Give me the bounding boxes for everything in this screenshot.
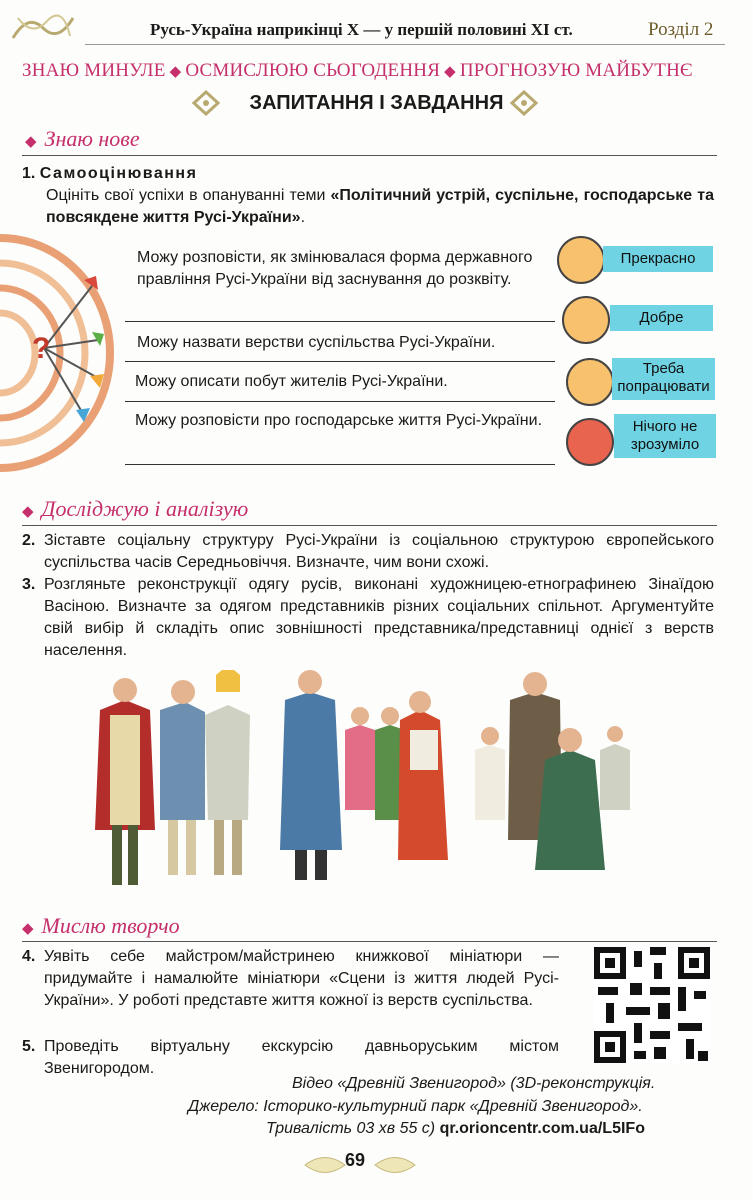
task-1-heading <box>22 163 197 185</box>
winking-face-icon <box>566 358 614 406</box>
section-rule <box>22 525 717 526</box>
item-divider <box>125 361 555 362</box>
motto-part-3: ПРОГНОЗУЮ МАЙБУТНЄ <box>459 60 693 81</box>
task-text-end: . <box>300 209 306 226</box>
rating-label-excellent: Прекрасно <box>603 246 713 272</box>
topic-name: «Політичний устрій, суспільне, господарське та повсякдене життя Русі-України» <box>46 187 714 226</box>
target-question-mark: ? <box>32 332 51 365</box>
section-title: Знаю нове <box>44 126 140 151</box>
assessment-item-1: Можу розповісти, як змінювалася форма державного правління Русі-України від заснування до розквіту. <box>137 249 533 288</box>
motto-part-2: ОСМИСЛЮЮ СЬОГОДЕННЯ <box>185 60 441 81</box>
diamond-icon: ◆ <box>444 64 456 80</box>
video-caption-1: Відео «Древній Звенигород» (3D-реконструкція. <box>292 1075 656 1092</box>
section-rule <box>22 941 717 942</box>
task-5-number: 5. <box>22 1038 36 1055</box>
video-caption-2: Джерело: Історико-культурний парк «Древній Звенигород». <box>188 1098 643 1115</box>
smiling-face-icon <box>562 296 610 344</box>
task-3-text: Розгляньте реконструкції одягу русів, виконані художницею-етнографинею Зінаїдою Васіною. Визначте за одягом представників різних соціальних спільнот. Аргументуйте свій вибір й складіть опис зовнішності представника/представниці однієї з верств населення. <box>44 576 714 659</box>
rating-label-good: Добре <box>610 305 713 331</box>
qr-code[interactable] <box>594 947 710 1063</box>
assessment-item-4: Можу розповісти про господарське життя Русі-України. <box>135 412 543 429</box>
section-title: Мислю творчо <box>41 913 180 938</box>
running-header-title: Русь-Україна наприкінці X — у першій половині XI ст. <box>150 20 573 39</box>
questions-title: ЗАПИТАННЯ І ЗАВДАННЯ <box>249 92 504 114</box>
section-title: Досліджую і аналізую <box>41 496 249 521</box>
assessment-item-2: Можу назвати верстви суспільства Русі-України. <box>137 334 496 351</box>
costume-reconstruction-image <box>80 670 640 900</box>
section-rule <box>22 155 717 156</box>
diamond-icon: ◆ <box>25 134 37 150</box>
sad-face-icon <box>566 418 614 466</box>
task-number: 1. <box>22 165 36 182</box>
header-ornament <box>8 8 78 48</box>
task-2-number: 2. <box>22 532 36 549</box>
running-header-section: Розділ 2 <box>648 19 714 40</box>
section-heading-think-creatively <box>22 913 180 939</box>
target-illustration <box>0 228 120 473</box>
figure-group-townsfolk <box>280 670 448 880</box>
motto-part-1: ЗНАЮ МИНУЛЕ <box>22 60 166 81</box>
video-duration: Тривалість 03 хв 55 с) <box>266 1120 436 1137</box>
diamond-icon: ◆ <box>169 64 182 80</box>
rating-label-need-work: Треба попрацювати <box>612 358 715 400</box>
item-divider <box>125 401 555 402</box>
task-text: Оцініть свої успіхи в опануванні теми <box>46 187 331 204</box>
assessment-item-3: Можу описати побут жителів Русі-України. <box>135 373 448 390</box>
ornament-right-icon <box>510 90 538 116</box>
rating-label-not-understood: Нічого не зрозуміло <box>614 414 716 458</box>
task-3-number: 3. <box>22 576 36 593</box>
item-divider <box>125 464 555 465</box>
page-number: 69 <box>345 1150 366 1170</box>
happy-face-icon <box>557 236 605 284</box>
figure-group-craftsmen <box>475 672 630 870</box>
figure-group-warriors <box>95 670 250 885</box>
diamond-icon: ◆ <box>22 921 34 937</box>
task-2-text: Зіставте соціальну структуру Русі-України із соціальною структурою європейського суспільства часів Середньовіччя. Визначте, чим вони схожі. <box>44 532 714 571</box>
diamond-icon: ◆ <box>22 504 34 520</box>
task-4-number: 4. <box>22 948 36 965</box>
task-1-text <box>46 185 714 229</box>
video-url-link[interactable]: qr.orioncentr.com.ua/L5IFo <box>439 1120 645 1137</box>
video-caption-3 <box>266 1118 645 1140</box>
section-heading-know-new <box>25 126 140 152</box>
task-4-text: Уявіть себе майстром/майстринею книжкової мініатюри — придумайте і намалюйте мініатюри «Сцени із життя людей Русі-України». У роботі представте життя кожної із верств суспільства. <box>44 948 559 1009</box>
task-5-text: Проведіть віртуальну екскурсію давньоруським містом Звенигородом. <box>44 1038 559 1077</box>
item-divider <box>125 321 555 322</box>
section-heading-research <box>22 496 248 522</box>
header-rule <box>85 44 725 45</box>
task-title: Самооцінювання <box>39 165 198 182</box>
motto-line <box>22 60 732 82</box>
